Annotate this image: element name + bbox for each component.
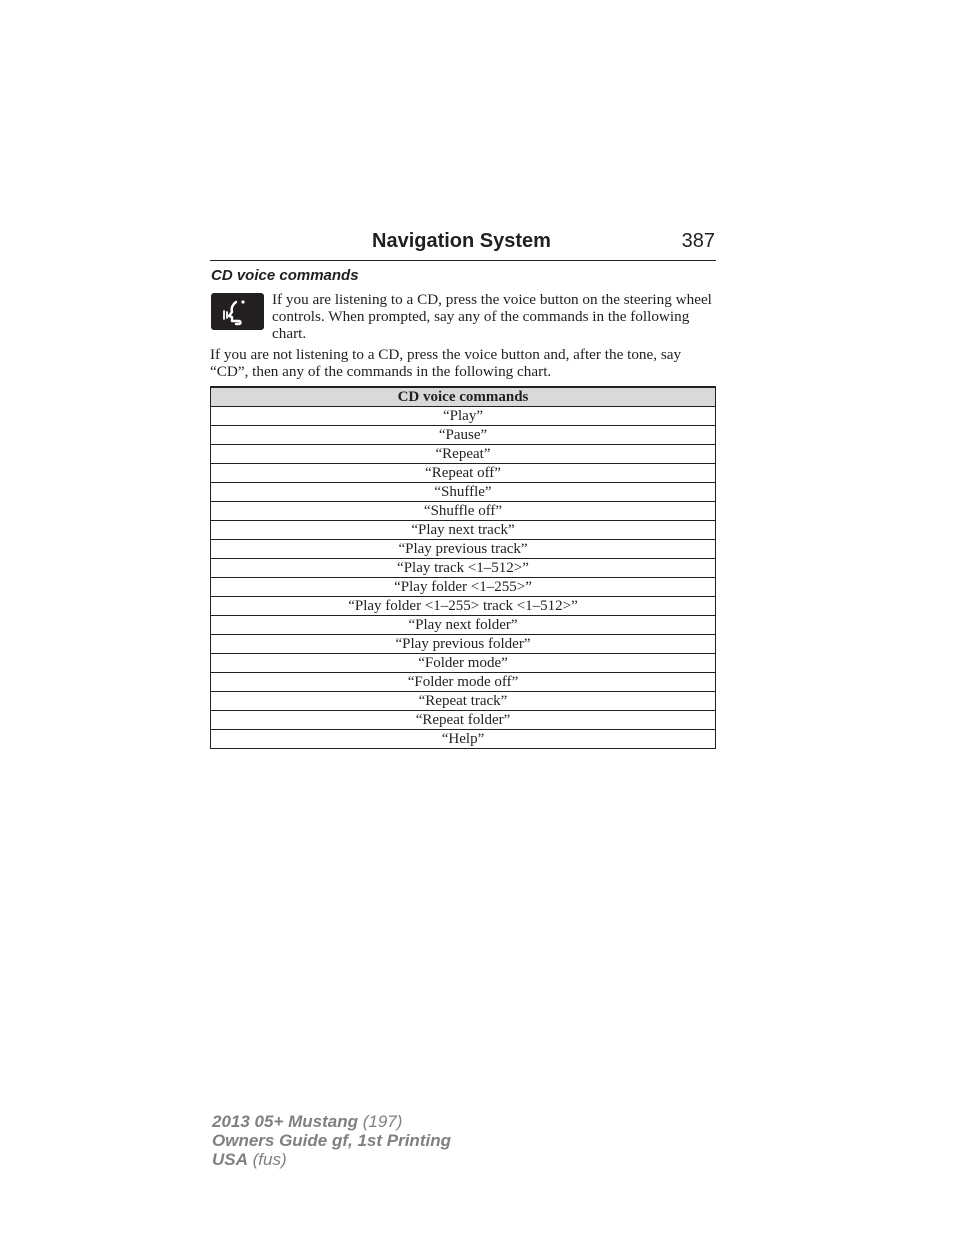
- table-row: [211, 673, 716, 692]
- table-cell: “Shuffle off”: [211, 502, 716, 521]
- table-row: [211, 445, 716, 464]
- page-header: [210, 228, 716, 261]
- table-cell: “Play next folder”: [211, 616, 716, 635]
- table-row: [211, 502, 716, 521]
- table-cell: “Folder mode off”: [211, 673, 716, 692]
- table-row: [211, 483, 716, 502]
- table-row: [211, 616, 716, 635]
- table-cell: “Play”: [211, 407, 716, 426]
- body-paragraph: If you are not listening to a CD, press the voice button and, after the tone, say “CD”, then any of the commands in the following chart.: [210, 346, 682, 380]
- table-cell: “Help”: [211, 730, 716, 749]
- table-cell: “Repeat”: [211, 445, 716, 464]
- table-row: [211, 426, 716, 445]
- table-row: [211, 578, 716, 597]
- footer-line-1: [212, 1112, 451, 1131]
- table-row: [211, 521, 716, 540]
- table-header-cell: CD voice commands: [211, 387, 716, 407]
- table-cell: “Play folder <1–255>”: [211, 578, 716, 597]
- table-cell: “Folder mode”: [211, 654, 716, 673]
- table-cell: “Play previous track”: [211, 540, 716, 559]
- page-footer: [212, 1112, 451, 1169]
- table-row: [211, 597, 716, 616]
- table-row: [211, 711, 716, 730]
- intro-paragraph: If you are listening to a CD, press the voice button on the steering wheel controls. When prompted, say any of the commands in the following chart.: [272, 291, 712, 342]
- table-header-row: [211, 387, 716, 407]
- table-row: [211, 730, 716, 749]
- table-cell: “Play track <1–512>”: [211, 559, 716, 578]
- table-cell: “Repeat track”: [211, 692, 716, 711]
- table-row: [211, 654, 716, 673]
- table-row: [211, 635, 716, 654]
- table-cell: “Play previous folder”: [211, 635, 716, 654]
- section-title: CD voice commands: [211, 267, 359, 284]
- voice-button-icon: [211, 293, 264, 330]
- footer-line-2: [212, 1131, 451, 1150]
- table-row: [211, 464, 716, 483]
- table-cell: “Repeat folder”: [211, 711, 716, 730]
- cd-voice-commands-table: [210, 386, 716, 749]
- footer-line-3: [212, 1150, 451, 1169]
- table-cell: “Play folder <1–255> track <1–512>”: [211, 597, 716, 616]
- table-row: [211, 540, 716, 559]
- footer-model: 2013 05+ Mustang: [212, 1112, 358, 1131]
- chapter-title: Navigation System: [372, 230, 551, 252]
- table-row: [211, 407, 716, 426]
- footer-market-code: (fus): [252, 1150, 287, 1169]
- footer-printing: Owners Guide gf, 1st Printing: [212, 1131, 451, 1150]
- table-row: [211, 692, 716, 711]
- footer-model-code: (197): [362, 1112, 403, 1131]
- table-cell: “Play next track”: [211, 521, 716, 540]
- table-row: [211, 559, 716, 578]
- footer-market: USA: [212, 1150, 248, 1169]
- table-cell: “Pause”: [211, 426, 716, 445]
- page-number: 387: [681, 230, 715, 252]
- table-cell: “Shuffle”: [211, 483, 716, 502]
- table-cell: “Repeat off”: [211, 464, 716, 483]
